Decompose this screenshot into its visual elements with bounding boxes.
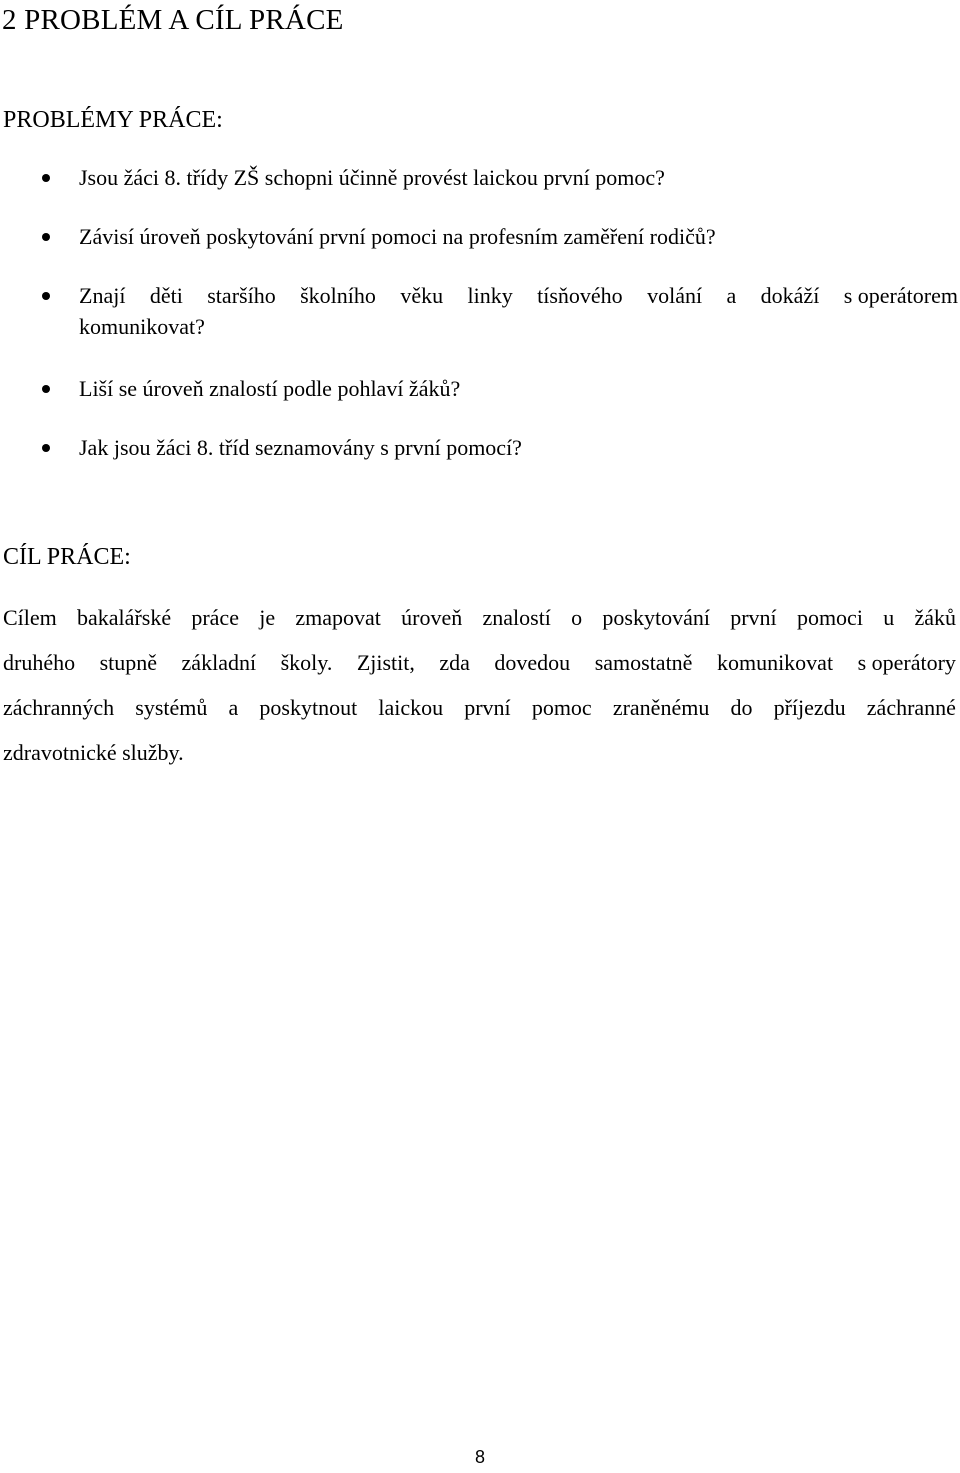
word: s operátorem — [843, 283, 958, 308]
list-item — [0, 162, 958, 193]
word: stupně — [99, 650, 158, 675]
problems-list — [0, 162, 958, 463]
bullet-icon — [42, 233, 50, 241]
word: věku — [400, 283, 444, 308]
word: záchranné — [866, 695, 956, 720]
list-item-text: Liší se úroveň znalostí podle pohlaví žáků? — [79, 376, 461, 401]
word: záchranných — [3, 695, 115, 720]
word: poskytnout — [259, 695, 358, 720]
list-item-line — [79, 280, 958, 311]
word: o — [571, 605, 583, 630]
list-item-text: Závisí úroveň poskytování první pomoci na profesním zaměření rodičů? — [79, 224, 716, 249]
list-item — [0, 432, 958, 463]
word: zda — [439, 650, 470, 675]
word: s operátory — [857, 650, 956, 675]
bullet-icon — [42, 444, 50, 452]
chapter-heading: 2 PROBLÉM A CÍL PRÁCE — [2, 4, 344, 36]
word: první — [464, 695, 511, 720]
word: zdravotnické služby. — [3, 740, 184, 765]
word: a — [726, 283, 737, 308]
word: Zjistit, — [356, 650, 415, 675]
word: staršího — [207, 283, 276, 308]
word: samostatně — [594, 650, 693, 675]
word: první — [730, 605, 777, 630]
word: tísňového — [537, 283, 623, 308]
problems-section-label: PROBLÉMY PRÁCE: — [3, 107, 223, 133]
word: pomoc — [531, 695, 592, 720]
word: úroveň — [401, 605, 463, 630]
word: děti — [149, 283, 183, 308]
word: je — [259, 605, 276, 630]
word: školy. — [280, 650, 333, 675]
word: dovedou — [494, 650, 571, 675]
list-item-line: komunikovat? — [79, 314, 205, 339]
goal-section-label: CÍL PRÁCE: — [3, 544, 131, 570]
bullet-icon — [42, 385, 50, 393]
word: dokáží — [760, 283, 820, 308]
paragraph-line — [3, 685, 956, 730]
word: do — [730, 695, 753, 720]
word: žáků — [914, 605, 956, 630]
word: komunikovat — [716, 650, 834, 675]
list-item — [0, 221, 958, 252]
list-item — [0, 373, 958, 404]
list-item — [0, 280, 958, 342]
paragraph-line — [3, 595, 956, 640]
word: znalostí — [482, 605, 551, 630]
word: systémů — [135, 695, 208, 720]
word: linky — [467, 283, 513, 308]
word: příjezdu — [773, 695, 846, 720]
word: a — [228, 695, 239, 720]
word: zmapovat — [295, 605, 381, 630]
word: pomoci — [796, 605, 863, 630]
paragraph-line — [3, 640, 956, 685]
page-number: 8 — [474, 1447, 485, 1467]
word: druhého — [3, 650, 76, 675]
list-item-text: Jsou žáci 8. třídy ZŠ schopni účinně provést laickou první pomoc? — [79, 165, 665, 190]
list-item-text: Jak jsou žáci 8. tříd seznamovány s první pomocí? — [79, 435, 522, 460]
word: Cílem — [3, 605, 57, 630]
bullet-icon — [42, 292, 50, 300]
paragraph-line — [3, 730, 956, 775]
word: základní — [181, 650, 257, 675]
word: bakalářské — [77, 605, 172, 630]
goal-paragraph — [3, 595, 956, 775]
word: u — [883, 605, 895, 630]
word: Znají — [79, 283, 126, 308]
word: poskytování — [602, 605, 710, 630]
word: zraněnému — [612, 695, 710, 720]
word: laickou — [378, 695, 444, 720]
word: školního — [300, 283, 376, 308]
word: volání — [647, 283, 703, 308]
word: práce — [191, 605, 239, 630]
bullet-icon — [42, 174, 50, 182]
